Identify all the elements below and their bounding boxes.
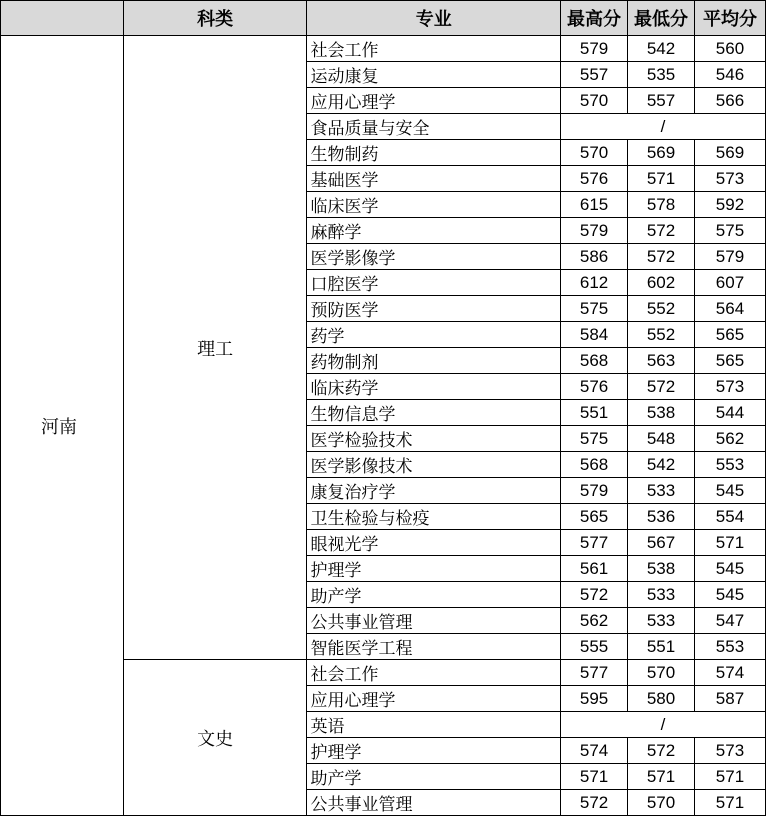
major-cell: 运动康复 (307, 62, 561, 88)
max-score-cell: 570 (561, 88, 628, 114)
major-cell: 医学检验技术 (307, 426, 561, 452)
avg-score-cell: 545 (694, 582, 765, 608)
max-score-cell: 565 (561, 504, 628, 530)
avg-score-cell: 553 (694, 452, 765, 478)
max-score-cell: 579 (561, 478, 628, 504)
max-score-cell: 572 (561, 790, 628, 816)
avg-score-cell: 573 (694, 374, 765, 400)
min-score-cell: 551 (628, 634, 695, 660)
min-score-cell: 552 (628, 296, 695, 322)
avg-score-cell: 545 (694, 478, 765, 504)
avg-score-cell: 554 (694, 504, 765, 530)
table-body (1, 36, 766, 816)
max-score-cell: 612 (561, 270, 628, 296)
avg-score-cell: 574 (694, 660, 765, 686)
min-score-cell: 570 (628, 790, 695, 816)
min-score-cell: 536 (628, 504, 695, 530)
min-score-cell: 572 (628, 374, 695, 400)
major-cell: 应用心理学 (307, 686, 561, 712)
avg-score-cell: 569 (694, 140, 765, 166)
avg-score-cell: 566 (694, 88, 765, 114)
major-cell: 临床药学 (307, 374, 561, 400)
min-score-cell: 533 (628, 608, 695, 634)
max-score-cell: 576 (561, 374, 628, 400)
avg-score-cell: 545 (694, 556, 765, 582)
min-score-cell: 548 (628, 426, 695, 452)
avg-score-cell: 571 (694, 764, 765, 790)
major-cell: 助产学 (307, 764, 561, 790)
no-data-cell: / (561, 712, 766, 738)
province-cell: 河南 (1, 36, 124, 816)
min-score-cell: 571 (628, 764, 695, 790)
table-row (1, 36, 766, 62)
min-score-cell: 557 (628, 88, 695, 114)
header-major: 专业 (307, 1, 561, 36)
major-cell: 英语 (307, 712, 561, 738)
category-cell: 理工 (123, 36, 307, 660)
min-score-cell: 572 (628, 218, 695, 244)
max-score-cell: 575 (561, 426, 628, 452)
avg-score-cell: 579 (694, 244, 765, 270)
max-score-cell: 615 (561, 192, 628, 218)
min-score-cell: 569 (628, 140, 695, 166)
avg-score-cell: 564 (694, 296, 765, 322)
min-score-cell: 533 (628, 582, 695, 608)
min-score-cell: 570 (628, 660, 695, 686)
max-score-cell: 576 (561, 166, 628, 192)
major-cell: 助产学 (307, 582, 561, 608)
header-avg-score: 平均分 (694, 1, 765, 36)
min-score-cell: 538 (628, 400, 695, 426)
avg-score-cell: 562 (694, 426, 765, 452)
max-score-cell: 584 (561, 322, 628, 348)
major-cell: 预防医学 (307, 296, 561, 322)
category-cell: 文史 (123, 660, 307, 816)
major-cell: 应用心理学 (307, 88, 561, 114)
min-score-cell: 563 (628, 348, 695, 374)
avg-score-cell: 553 (694, 634, 765, 660)
major-cell: 药物制剂 (307, 348, 561, 374)
min-score-cell: 567 (628, 530, 695, 556)
header-min-score: 最低分 (628, 1, 695, 36)
avg-score-cell: 565 (694, 348, 765, 374)
header-row (1, 1, 766, 36)
avg-score-cell: 575 (694, 218, 765, 244)
min-score-cell: 571 (628, 166, 695, 192)
min-score-cell: 572 (628, 244, 695, 270)
major-cell: 基础医学 (307, 166, 561, 192)
max-score-cell: 568 (561, 348, 628, 374)
major-cell: 临床医学 (307, 192, 561, 218)
avg-score-cell: 592 (694, 192, 765, 218)
max-score-cell: 571 (561, 764, 628, 790)
avg-score-cell: 571 (694, 790, 765, 816)
max-score-cell: 577 (561, 530, 628, 556)
major-cell: 社会工作 (307, 36, 561, 62)
major-cell: 麻醉学 (307, 218, 561, 244)
max-score-cell: 557 (561, 62, 628, 88)
major-cell: 护理学 (307, 738, 561, 764)
max-score-cell: 561 (561, 556, 628, 582)
min-score-cell: 602 (628, 270, 695, 296)
max-score-cell: 577 (561, 660, 628, 686)
avg-score-cell: 587 (694, 686, 765, 712)
major-cell: 公共事业管理 (307, 608, 561, 634)
avg-score-cell: 546 (694, 62, 765, 88)
avg-score-cell: 544 (694, 400, 765, 426)
major-cell: 眼视光学 (307, 530, 561, 556)
max-score-cell: 579 (561, 218, 628, 244)
min-score-cell: 552 (628, 322, 695, 348)
major-cell: 社会工作 (307, 660, 561, 686)
avg-score-cell: 573 (694, 166, 765, 192)
avg-score-cell: 571 (694, 530, 765, 556)
avg-score-cell: 547 (694, 608, 765, 634)
max-score-cell: 572 (561, 582, 628, 608)
major-cell: 生物信息学 (307, 400, 561, 426)
max-score-cell: 568 (561, 452, 628, 478)
no-data-cell: / (561, 114, 766, 140)
major-cell: 公共事业管理 (307, 790, 561, 816)
max-score-cell: 579 (561, 36, 628, 62)
min-score-cell: 538 (628, 556, 695, 582)
avg-score-cell: 607 (694, 270, 765, 296)
major-cell: 康复治疗学 (307, 478, 561, 504)
max-score-cell: 595 (561, 686, 628, 712)
header-province (1, 1, 124, 36)
major-cell: 口腔医学 (307, 270, 561, 296)
min-score-cell: 535 (628, 62, 695, 88)
avg-score-cell: 573 (694, 738, 765, 764)
min-score-cell: 578 (628, 192, 695, 218)
major-cell: 卫生检验与检疫 (307, 504, 561, 530)
max-score-cell: 551 (561, 400, 628, 426)
major-cell: 护理学 (307, 556, 561, 582)
major-cell: 药学 (307, 322, 561, 348)
avg-score-cell: 565 (694, 322, 765, 348)
max-score-cell: 562 (561, 608, 628, 634)
min-score-cell: 542 (628, 452, 695, 478)
major-cell: 医学影像学 (307, 244, 561, 270)
max-score-cell: 575 (561, 296, 628, 322)
max-score-cell: 555 (561, 634, 628, 660)
min-score-cell: 572 (628, 738, 695, 764)
max-score-cell: 570 (561, 140, 628, 166)
min-score-cell: 580 (628, 686, 695, 712)
min-score-cell: 542 (628, 36, 695, 62)
header-category: 科类 (123, 1, 307, 36)
avg-score-cell: 560 (694, 36, 765, 62)
major-cell: 食品质量与安全 (307, 114, 561, 140)
header-max-score: 最高分 (561, 1, 628, 36)
major-cell: 医学影像技术 (307, 452, 561, 478)
min-score-cell: 533 (628, 478, 695, 504)
major-cell: 智能医学工程 (307, 634, 561, 660)
max-score-cell: 574 (561, 738, 628, 764)
max-score-cell: 586 (561, 244, 628, 270)
major-cell: 生物制药 (307, 140, 561, 166)
